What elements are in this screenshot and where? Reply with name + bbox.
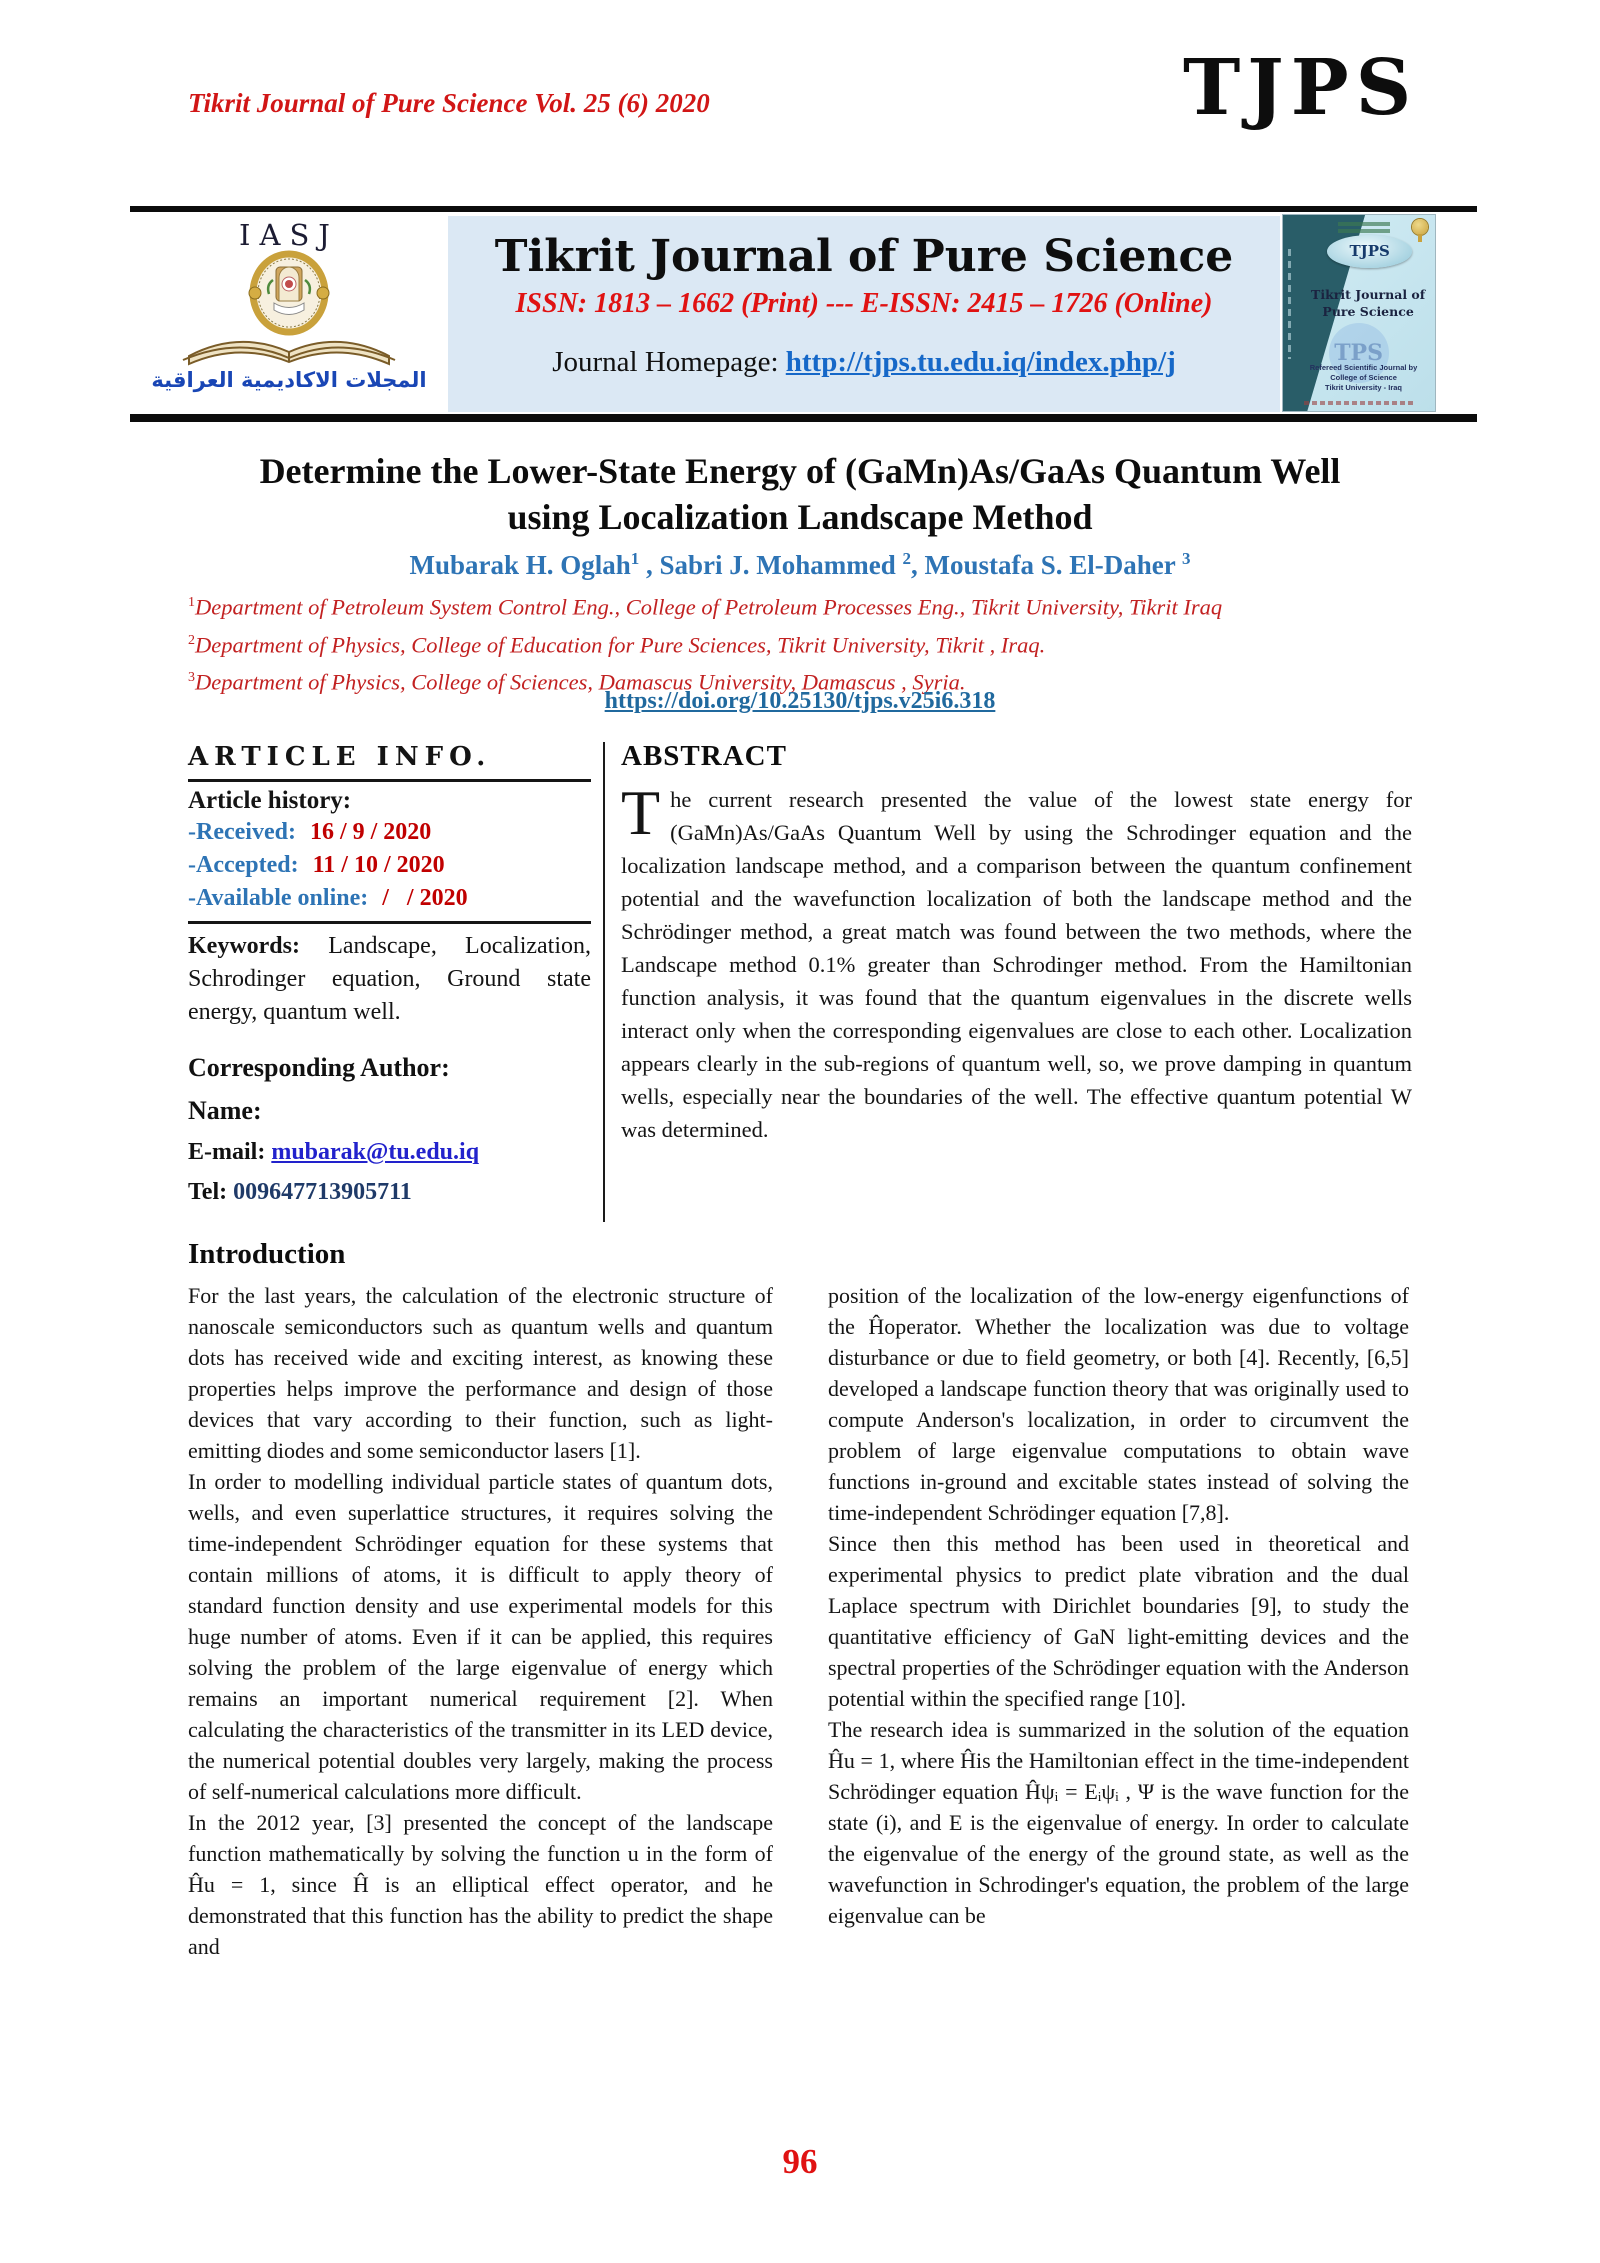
author-2: Sabri J. Mohammed $^2$,: [659, 549, 925, 580]
banner-issn-line: ISSN: 1813 – 1662 (Print) --- E-ISSN: 2415 – 1726 (Online): [515, 288, 1213, 320]
paragraph: In the 2012 year, [3] presented the concept of the landscape function mathematically by solving the function u in the form of Ĥu = 1, since Ĥ is an elliptical effect operator, and he demonstrated that this function has the ability to predict the shape and: [188, 1810, 773, 1959]
doi-row: [0, 688, 1600, 715]
header-tjps-logo: TJPS: [1183, 43, 1419, 133]
banner-center: [448, 216, 1280, 412]
cover-footer: [1298, 363, 1429, 393]
abstract-text: The current research presented the value of the lowest state energy for (GaMn)As/GaAs Quantum Well by using the Schrodinger equation and the localization landscape method, and a comparison between the quantum confinement potential and the wavefunction localization of both the landscape method and the Schrödinger method, a great match was found between the two methods, where the Landscape method 0.1% greater than Schrodinger method. From the Hamiltonian function analysis, it was found that the quantum eigenvalues in the discrete wells interact only when the corresponding eigenvalues are close to each other. Localization appears clearly in the sub-regions of quantum well, so, we prove damping in quantum wells, especially near the boundaries of the well. The effective quantum potential W was determined.: [621, 777, 1412, 1142]
introduction-right-column: [828, 1280, 1409, 1931]
received-row: [188, 817, 591, 848]
open-book-icon: [179, 322, 399, 374]
iasj-logo: [132, 216, 446, 412]
bottom-rule: [130, 414, 1477, 422]
article-info-column: [188, 742, 591, 1206]
doi-link[interactable]: https://doi.org/10.25130/tjps.v25i6.318: [604, 688, 996, 714]
accepted-row: [188, 850, 591, 881]
available-online-label: -Available online:: [188, 885, 369, 911]
author-1: Mubarak H. Oglah$^1$ ,: [409, 549, 660, 580]
cover-issn-microtext: [1338, 222, 1390, 233]
received-label: -Received:: [188, 819, 296, 845]
paragraph: position of the localization of the low-energy eigenfunctions of the Ĥoperator. Whether the localization was due to voltage disturbance or due to field geometry, or both [4]. Recently, [6,5] developed a landscape function theory that was originally used to compute Anderson's localization, in order to circumvent the problem of large eigenvalue computations to obtain wave functions in-ground and excitable states instead of solving the time-independent Schrödinger equation [7,8].: [828, 1283, 1409, 1525]
journal-cover-thumbnail: [1282, 214, 1436, 412]
email-link[interactable]: mubarak@tu.edu.iq: [271, 1139, 480, 1165]
tel-number: 009647713905711: [233, 1179, 412, 1205]
accepted-label: -Accepted:: [188, 852, 299, 878]
available-online-row: [188, 883, 591, 914]
iasj-acronym: IASJ: [239, 218, 339, 252]
homepage-label: Journal Homepage:: [552, 346, 779, 379]
author-3: Moustafa S. El-Daher $^3$: [924, 549, 1191, 580]
keywords-text: Landscape, Localization, Schrodinger equation, Ground state energy, quantum well.: [188, 933, 591, 1025]
paragraph: The research idea is summarized in the solution of the equation Ĥu = 1, where Ĥis the Hamiltonian effect in the time-independent Schrödinger equation Ĥψᵢ = Eᵢψᵢ , Ψ is the wave function for the state (i), and E is the eigenvalue of energy. In order to calculate the eigenvalue of the energy of the ground state, as well as the wavefunction in Schrodinger's equation, the problem of the large eigenvalue can be: [828, 1717, 1409, 1928]
university-logo-icon: [1412, 219, 1428, 235]
column-divider: [603, 742, 605, 1222]
cover-title-line2: Pure Science: [1322, 303, 1414, 319]
article-history-label: Article history:: [188, 787, 352, 814]
tel-label: Tel:: [188, 1179, 228, 1205]
banner: [130, 212, 1477, 414]
info-rule-2: [188, 921, 591, 924]
affiliation-3: $^3$Department of Physics, College of Sciences, Damascus University, Damascus , Syria.: [188, 669, 966, 695]
article-title-line1: Determine the Lower-State Energy of (GaMn)As/GaAs Quantum Well: [259, 451, 1341, 491]
abstract-column: [621, 740, 1412, 1146]
header-journal-line: Tikrit Journal of Pure Science Vol. 25 (6) 2020: [188, 88, 710, 118]
banner-journal-title: Tikrit Journal of Pure Science: [494, 231, 1234, 282]
keywords-paragraph: [188, 930, 591, 1029]
iasj-arabic-caption: المجلات الاكاديمية العراقية: [151, 368, 427, 392]
cover-tjps-oval: TJPS: [1327, 235, 1412, 268]
info-rule-1: [188, 779, 591, 782]
affiliations: [188, 586, 1438, 699]
accepted-date: 11 / 10 / 2020: [312, 852, 445, 878]
cover-watermark: TPS: [1329, 323, 1389, 383]
email-row: [188, 1139, 591, 1166]
affiliation-2: $^2$Department of Physics, College of Education for Pure Sciences, Tikrit University, Tikrit , Iraq.: [188, 632, 1046, 657]
corresponding-author-label: Corresponding Author:: [188, 1053, 450, 1082]
cover-bottom-microtext: [1304, 401, 1413, 405]
article-title-line2: using Localization Landscape Method: [507, 497, 1093, 537]
received-date: 16 / 9 / 2020: [309, 819, 432, 845]
cover-title-line1: Tikrit Journal of: [1311, 286, 1426, 302]
authors-line: [0, 549, 1600, 581]
homepage-url-link[interactable]: http://tjps.tu.edu.iq/index.php/j: [785, 346, 1176, 379]
affiliation-1: $^1$Department of Petroleum System Control Eng., College of Petroleum Processes Eng., Tikrit University, Tikrit Iraq: [188, 594, 1223, 620]
name-label: Name:: [188, 1096, 262, 1125]
cover-spine-microtext: [1288, 249, 1291, 359]
keywords-label: Keywords:: [188, 933, 300, 959]
abstract-dropcap: T: [621, 777, 661, 848]
page-number: 96: [782, 2142, 818, 2181]
paragraph: Since then this method has been used in theoretical and experimental physics to predict plate vibration and the dual Laplace spectrum with Dirichlet boundaries [9], to study the quantitative efficiency of GaN light-emitting devices and the spectral properties of the Schrödinger equation with the Anderson potential within the specified range [10].: [828, 1531, 1409, 1711]
cover-title: [1307, 286, 1429, 320]
introduction-heading: Introduction: [188, 1238, 346, 1270]
cover-footer-line2: Tikrit University - Iraq: [1325, 383, 1403, 393]
tel-row: [188, 1179, 591, 1206]
introduction-left-column: [188, 1280, 773, 1962]
article-info-heading: ARTICLE INFO.: [188, 742, 492, 772]
abstract-heading: ABSTRACT: [621, 740, 787, 772]
cover-footer-line1: Refereed Scientific Journal by College of Science: [1309, 363, 1418, 383]
paragraph: For the last years, the calculation of the electronic structure of nanoscale semiconductors such as quantum wells and quantum dots has received wide and exciting interest, as knowing these properties helps improve the performance and design of those devices that vary according to their function, such as light-emitting diodes and some semiconductor lasers [1].: [188, 1283, 773, 1463]
email-label: E-mail:: [188, 1139, 266, 1165]
banner-homepage-row: [448, 346, 1280, 379]
available-online-date: / / 2020: [382, 885, 468, 911]
paragraph: In order to modelling individual particle states of quantum dots, wells, and even superlattice structures, it requires solving the time-independent Schrödinger equation for these systems that contain millions of atoms, it is difficult to apply theory of standard function density and use experimental models for this huge number of atoms. Even if it can be applied, this requires solving the problem of the large eigenvalue of energy which remains an important numerical requirement [2]. When calculating the characteristics of the transmitter in its LED device, the numerical potential doubles very largely, making the process of self-numerical calculations more difficult.: [188, 1469, 773, 1804]
